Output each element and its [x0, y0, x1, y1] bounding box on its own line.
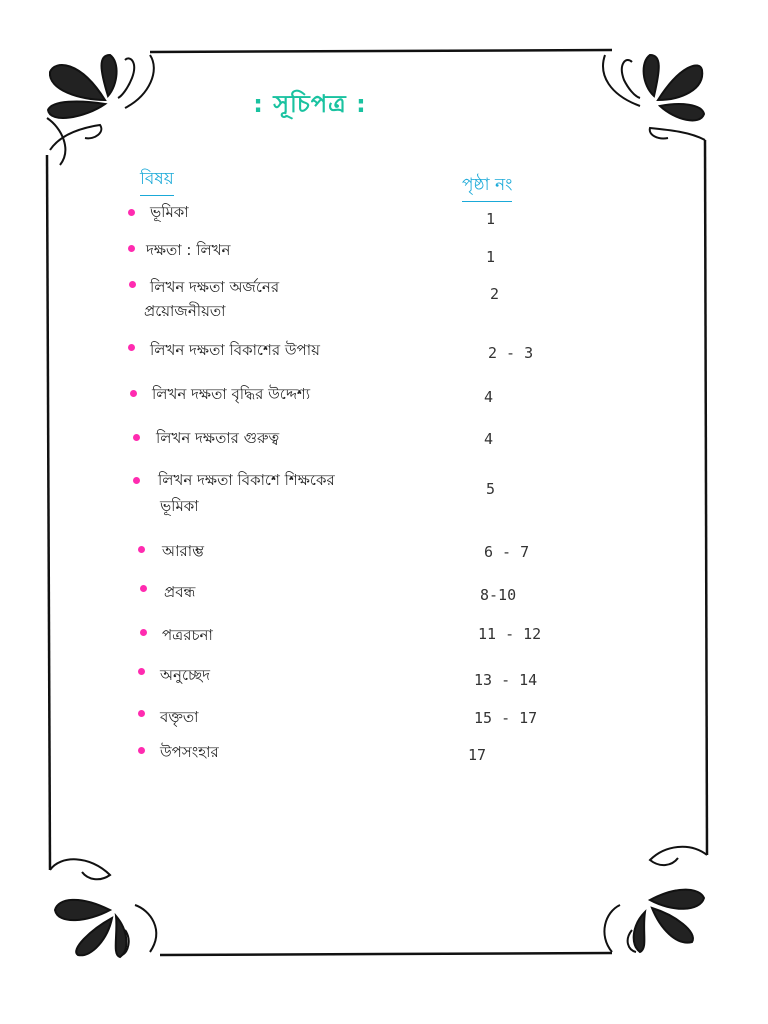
bullet-icon — [130, 390, 137, 397]
bullet-icon — [133, 477, 140, 484]
bullet-icon — [138, 710, 145, 717]
corner-ornament-bottom-right — [604, 847, 707, 952]
bullet-icon — [138, 747, 145, 754]
topic-column-header: বিষয় — [140, 166, 174, 196]
page-title: : সূচিপত্র : — [253, 90, 367, 118]
bullet-icon — [129, 281, 136, 288]
bullet-icon — [140, 629, 147, 636]
bullet-icon — [128, 245, 135, 252]
bullet-icon — [138, 668, 145, 675]
bullet-icon — [128, 209, 135, 216]
bullet-icon — [138, 546, 145, 553]
page-number-column-header: পৃষ্ঠা নং — [462, 172, 512, 202]
bullet-icon — [133, 434, 140, 441]
bullet-icon — [140, 585, 147, 592]
corner-ornament-bottom-left — [50, 859, 156, 957]
table-of-contents-page: : সূচিপত্র : বিষয় পৃষ্ঠা নং ভূমিকা 1 দক্ষতা : লিখন 1 লিখন দক্ষতা অর্জনের প্রয়োজনীয়তা 2 লিখন দক্ষতা বিকাশের উপায় 2 - 3 লিখন দক্ষতা বৃদ্ধির উদ্দেশ্য 4 লিখন দক্ষতার গুরুত্ব 4 লিখন দক্ষতা বিকাশে শিক্ষকের ভূমিকা 5 আরাম্ভ 6 - 7 প্রবন্ধ 8-10 পত্ররচনা 11 - 12 অনুচ্ছেদ 13 - 14 বক্তৃতা 15 - 17 উপসংহার 17 — [0, 0, 768, 1024]
bullet-icon — [128, 344, 135, 351]
